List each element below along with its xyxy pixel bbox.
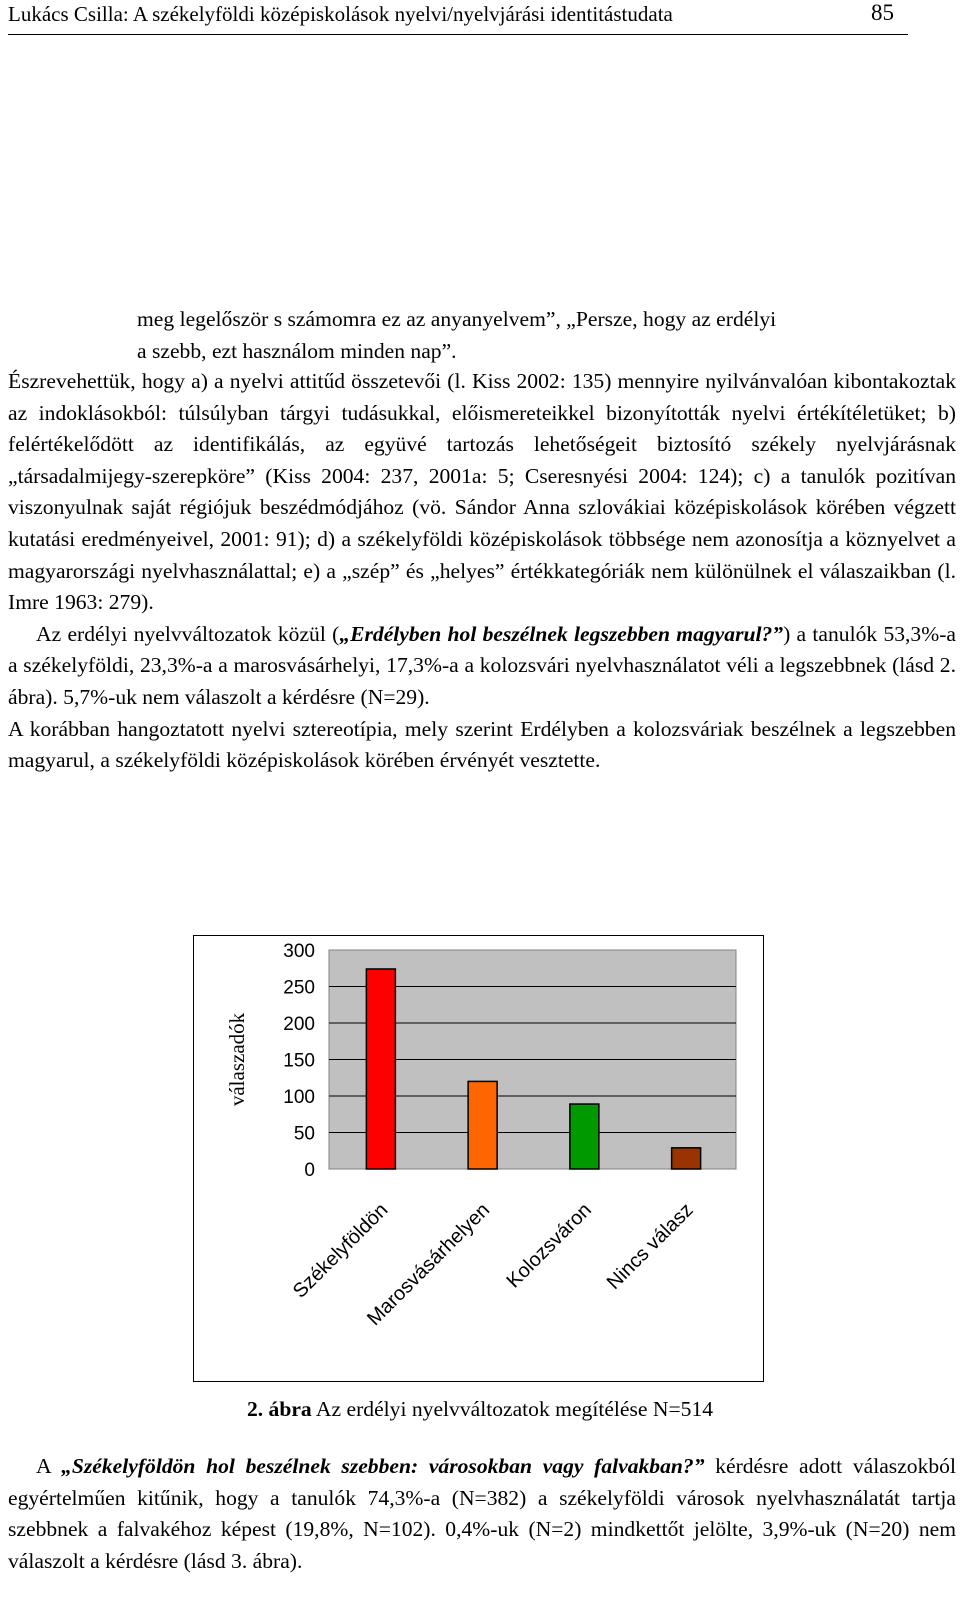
- body-text-upper: [8, 366, 956, 777]
- bar-3: [570, 1104, 599, 1169]
- bar-1: [366, 969, 395, 1169]
- y-tick-label: 300: [283, 941, 315, 962]
- bar-chart: [193, 935, 764, 1382]
- quoted-answer: [137, 304, 955, 367]
- figure-caption-text: Az erdélyi nyelvváltozatok megítélése N=514: [311, 1397, 714, 1421]
- paragraph-variants-suffix: ) a tanulók 53,3%-a a székelyföldi, 23,3%-a a marosvásárhelyi, 17,3%-a a kolozsvári nyelvhasználatot véli a legszebbnek (lásd 2. ábra). 5,7%-uk nem válaszolt a kérdésre (N=29).: [8, 621, 956, 709]
- x-tick-label: Kolozsváron: [502, 1198, 596, 1293]
- paragraph-cities-suffix: kérdésre adott válaszokból egyértelműen kitűnik, hogy a tanulók 74,3%-a (N=382) a székelyföldi városok nyelvhasználatát tartja szebbnek a falvakéhoz képest (19,8%, N=102). 0,4%-uk (N=2) mindkettőt jelölte, 3,9%-uk (N=20) nem válaszolt a kérdésre (lásd 3. ábra).: [8, 1454, 956, 1573]
- y-axis-label: válaszadók: [225, 1012, 249, 1107]
- y-tick-label: 250: [283, 977, 315, 999]
- quote-line-1: meg legelőször s számomra ez az anyanyelvem”, „Persze, hogy az erdélyi: [137, 307, 777, 331]
- y-tick-label: 0: [304, 1160, 315, 1181]
- question-szekelyfold: „Székelyföldön hol beszélnek szebben: városokban vagy falvakban?”: [61, 1454, 705, 1478]
- running-title: Lukács Csilla: A székelyföldi középiskolások nyelvi/nyelvjárási identitástudata: [8, 2, 673, 26]
- figure-caption: [0, 1394, 960, 1425]
- paragraph-attitude: Észrevehettük, hogy a) a nyelvi attitűd összetevői (l. Kiss 2002: 135) mennyire nyilvánvalóan kibontakoztak az indoklásokból: túlsúlyban tárgyi tudásukkal, előismereteikkel bizonyították nyelvi értékítéletüket; b) felértékelődött az identifikálás, az együvé tartozás lehetőségeit biztosító székely nyelvjárásnak „társadalmijegy-szerepköre” (Kiss 2004: 237, 2001a: 5; Cseresnyési 2004: 124); c) a tanulók pozitívan viszonyulnak saját régiójuk beszédmódjához (vö. Sándor Anna szlovákiai középiskolások körében végzett kutatási eredményeivel, 2001: 91); d) a székelyföldi középiskolások többsége nem azonosítja a köznyelvet a magyarországi nyelvhasználattal; e) a „szép” és „helyes” értékkategóriák nem különülnek el válaszaikban (l. Imre 1963: 279).: [8, 369, 956, 615]
- bar-chart-svg: [194, 936, 763, 1381]
- x-tick-label: Nincs válasz: [602, 1198, 698, 1294]
- y-tick-label: 50: [293, 1123, 315, 1145]
- x-tick-label: Székelyföldön: [288, 1198, 393, 1303]
- body-text-lower: [8, 1451, 956, 1577]
- page-header: [8, 0, 908, 35]
- y-tick-label: 150: [283, 1050, 315, 1072]
- paragraph-variants: [8, 619, 956, 714]
- page-number: 85: [871, 0, 894, 25]
- y-tick-label: 200: [283, 1014, 315, 1035]
- question-erdely: „Erdélyben hol beszélnek legszebben magyarul?”: [339, 621, 784, 646]
- paragraph-cities-prefix: A: [36, 1454, 62, 1478]
- x-tick-label: Marosvásárhelyen: [363, 1198, 495, 1331]
- paragraph-stereotype: A korábban hangoztatott nyelvi sztereotípia, mely szerint Erdélyben a kolozsváriak beszélnek a legszebben magyarul, a székelyföldi középiskolások körében érvényét vesztette.: [8, 716, 956, 773]
- paragraph-variants-prefix: Az erdélyi nyelvváltozatok közül (: [36, 621, 340, 646]
- bar-4: [672, 1148, 701, 1169]
- bar-2: [468, 1081, 497, 1169]
- y-tick-label: 100: [283, 1087, 315, 1108]
- paragraph-cities: [8, 1451, 956, 1577]
- figure-label: 2. ábra: [246, 1397, 312, 1421]
- quote-line-2: a szebb, ezt használom minden nap”.: [137, 338, 457, 363]
